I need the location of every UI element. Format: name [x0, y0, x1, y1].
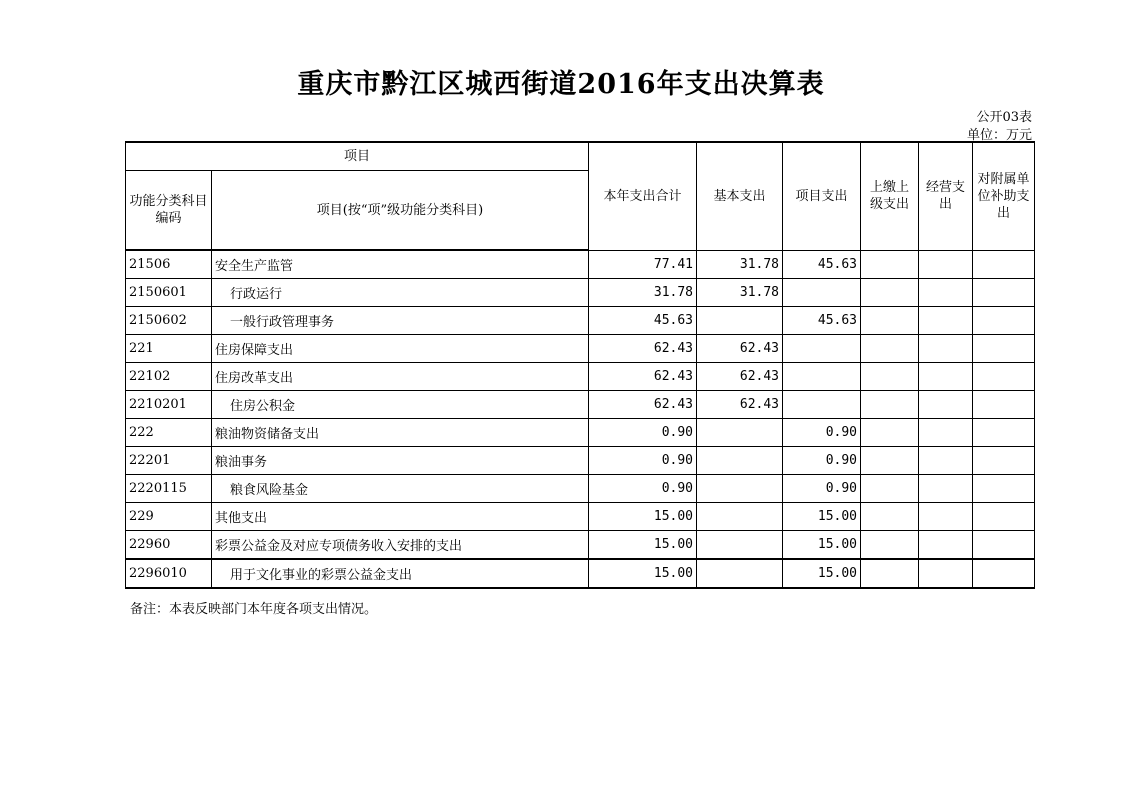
cell-name: 用于文化事业的彩票公益金支出	[212, 559, 589, 588]
cell-upper	[861, 307, 919, 335]
cell-basic	[697, 419, 783, 447]
cell-code: 22102	[126, 363, 212, 391]
cell-business	[919, 447, 973, 475]
cell-total: 0.90	[589, 419, 697, 447]
cell-upper	[861, 419, 919, 447]
cell-total: 15.00	[589, 531, 697, 560]
cell-name: 彩票公益金及对应专项债务收入安排的支出	[212, 531, 589, 560]
table-row	[126, 250, 1035, 279]
cell-code: 22201	[126, 447, 212, 475]
table-row	[126, 419, 1035, 447]
header-code: 功能分类科目编码	[126, 171, 212, 251]
cell-subsidy	[973, 559, 1035, 588]
cell-project: 45.63	[783, 307, 861, 335]
cell-code: 229	[126, 503, 212, 531]
cell-upper	[861, 503, 919, 531]
cell-subsidy	[973, 475, 1035, 503]
cell-subsidy	[973, 250, 1035, 279]
cell-business	[919, 559, 973, 588]
cell-business	[919, 475, 973, 503]
cell-total: 77.41	[589, 250, 697, 279]
cell-business	[919, 250, 973, 279]
cell-project	[783, 279, 861, 307]
header-business: 经营支出	[919, 142, 973, 250]
cell-business	[919, 531, 973, 560]
cell-code: 2150601	[126, 279, 212, 307]
table-row	[126, 475, 1035, 503]
cell-upper	[861, 475, 919, 503]
cell-basic	[697, 447, 783, 475]
cell-code: 21506	[126, 250, 212, 279]
table-row	[126, 335, 1035, 363]
cell-subsidy	[973, 307, 1035, 335]
cell-business	[919, 419, 973, 447]
cell-business	[919, 307, 973, 335]
table-row	[126, 559, 1035, 588]
table-row	[126, 503, 1035, 531]
cell-business	[919, 279, 973, 307]
cell-project: 45.63	[783, 250, 861, 279]
cell-project: 0.90	[783, 447, 861, 475]
header-total: 本年支出合计	[589, 142, 697, 250]
cell-code: 22960	[126, 531, 212, 560]
cell-basic: 31.78	[697, 250, 783, 279]
cell-total: 31.78	[589, 279, 697, 307]
cell-business	[919, 391, 973, 419]
cell-upper	[861, 391, 919, 419]
cell-subsidy	[973, 363, 1035, 391]
cell-total: 15.00	[589, 559, 697, 588]
cell-total: 62.43	[589, 391, 697, 419]
cell-subsidy	[973, 335, 1035, 363]
cell-upper	[861, 250, 919, 279]
table-row	[126, 531, 1035, 560]
cell-basic: 62.43	[697, 391, 783, 419]
page-title: 重庆市黔江区城西街道2016年支出决算表	[297, 69, 825, 100]
cell-subsidy	[973, 419, 1035, 447]
header-basic: 基本支出	[697, 142, 783, 250]
cell-project	[783, 391, 861, 419]
doc-code: 公开03表	[976, 110, 1032, 125]
cell-total: 0.90	[589, 475, 697, 503]
cell-name: 一般行政管理事务	[212, 307, 589, 335]
header-upper: 上缴上级支出	[861, 142, 919, 250]
cell-name: 安全生产监管	[212, 250, 589, 279]
cell-name: 行政运行	[212, 279, 589, 307]
cell-subsidy	[973, 503, 1035, 531]
cell-business	[919, 335, 973, 363]
cell-project: 15.00	[783, 531, 861, 560]
cell-upper	[861, 363, 919, 391]
table-row	[126, 307, 1035, 335]
cell-name: 住房公积金	[212, 391, 589, 419]
cell-project: 15.00	[783, 559, 861, 588]
cell-upper	[861, 531, 919, 560]
cell-business	[919, 503, 973, 531]
cell-subsidy	[973, 279, 1035, 307]
table-row	[126, 279, 1035, 307]
cell-subsidy	[973, 391, 1035, 419]
cell-upper	[861, 559, 919, 588]
cell-upper	[861, 279, 919, 307]
cell-basic	[697, 531, 783, 560]
cell-name: 其他支出	[212, 503, 589, 531]
cell-total: 62.43	[589, 335, 697, 363]
cell-basic: 62.43	[697, 363, 783, 391]
cell-project: 0.90	[783, 419, 861, 447]
cell-project	[783, 363, 861, 391]
header-item-group: 项目	[126, 142, 589, 171]
cell-basic	[697, 503, 783, 531]
cell-basic: 31.78	[697, 279, 783, 307]
cell-subsidy	[973, 447, 1035, 475]
cell-code: 2296010	[126, 559, 212, 588]
unit-label: 单位：万元	[966, 128, 1032, 143]
cell-name: 粮食风险基金	[212, 475, 589, 503]
cell-name: 粮油事务	[212, 447, 589, 475]
table-row	[126, 447, 1035, 475]
cell-total: 45.63	[589, 307, 697, 335]
header-subsidy: 对附属单位补助支出	[973, 142, 1035, 250]
cell-total: 62.43	[589, 363, 697, 391]
expenditure-table	[125, 141, 1035, 589]
cell-code: 2210201	[126, 391, 212, 419]
cell-business	[919, 363, 973, 391]
header-project: 项目支出	[783, 142, 861, 250]
cell-code: 2220115	[126, 475, 212, 503]
cell-project: 0.90	[783, 475, 861, 503]
cell-basic	[697, 307, 783, 335]
cell-project: 15.00	[783, 503, 861, 531]
cell-basic	[697, 559, 783, 588]
cell-name: 住房保障支出	[212, 335, 589, 363]
cell-upper	[861, 335, 919, 363]
cell-subsidy	[973, 531, 1035, 560]
header-name: 项目(按“项”级功能分类科目)	[212, 171, 589, 251]
cell-code: 221	[126, 335, 212, 363]
footnote: 备注：本表反映部门本年度各项支出情况。	[130, 602, 378, 617]
cell-upper	[861, 447, 919, 475]
cell-basic	[697, 475, 783, 503]
cell-total: 0.90	[589, 447, 697, 475]
cell-project	[783, 335, 861, 363]
cell-basic: 62.43	[697, 335, 783, 363]
cell-name: 住房改革支出	[212, 363, 589, 391]
table-row	[126, 363, 1035, 391]
table-row	[126, 391, 1035, 419]
cell-code: 2150602	[126, 307, 212, 335]
cell-name: 粮油物资储备支出	[212, 419, 589, 447]
cell-total: 15.00	[589, 503, 697, 531]
cell-code: 222	[126, 419, 212, 447]
